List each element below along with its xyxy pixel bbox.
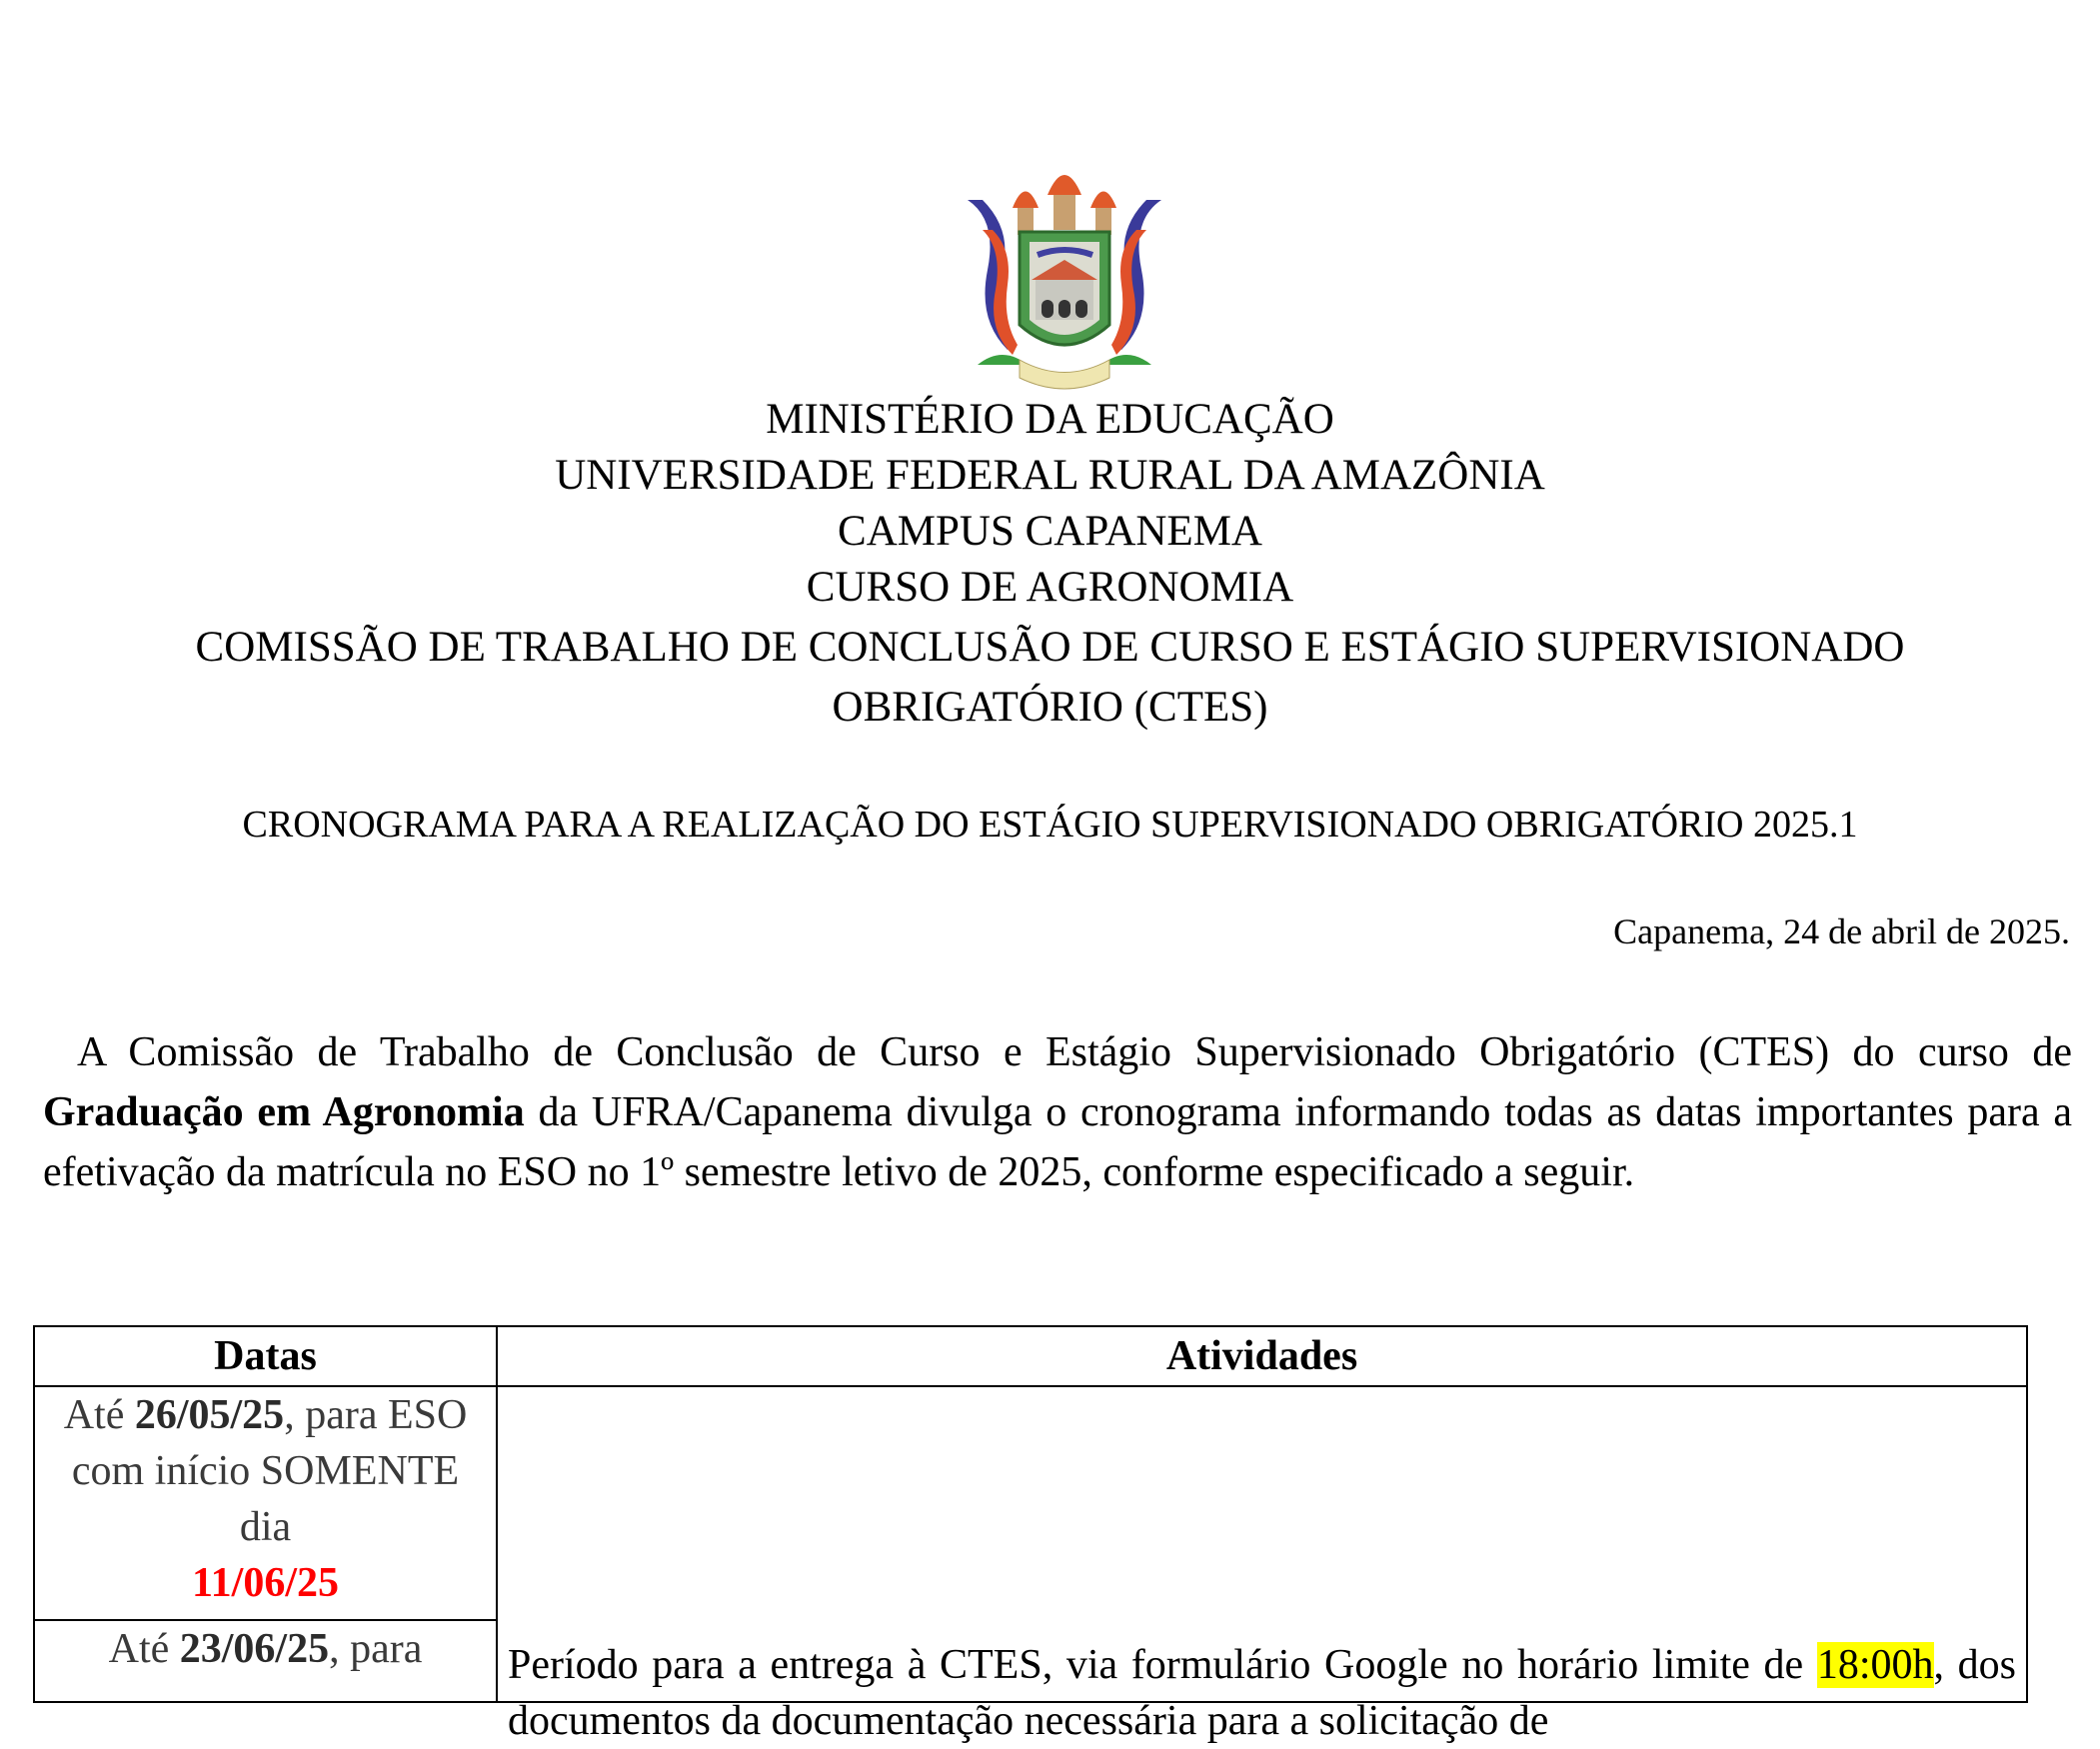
date-deadline: 26/05/25: [134, 1392, 285, 1438]
ufra-coat-of-arms-icon: [958, 160, 1171, 390]
date-cell: [34, 1620, 497, 1702]
date-deadline: 23/06/25: [179, 1626, 330, 1672]
date-prefix: Até: [108, 1626, 180, 1672]
intro-text-1: A Comissão de Trabalho de Conclusão de Curso e Estágio Supervisionado Obrigatório (CTES) do curso de: [77, 1029, 2072, 1075]
intro-text-2: da UFRA/Capanema divulga o cronograma informando todas as datas importantes para a efetivação da matrícula no ESO no 1º semestre letivo de 2025, conforme especificado a seguir.: [43, 1089, 2072, 1195]
activity-text: Período para a entrega à CTES, via formulário Google no horário limite de: [508, 1642, 1817, 1688]
schedule-table: [33, 1325, 2028, 1744]
column-header-dates: Datas: [34, 1326, 497, 1386]
activity-text-cont: , dos documentos da documentação necessária para a solicitação de: [508, 1642, 2016, 1744]
header-committee: COMISSÃO DE TRABALHO DE CONCLUSÃO DE CURSO E ESTÁGIO SUPERVISIONADO: [195, 624, 1905, 671]
start-date-red: 11/06/25: [191, 1560, 340, 1606]
header-university: UNIVERSIDADE FEDERAL RURAL DA AMAZÔNIA: [555, 452, 1545, 499]
intro-paragraph: [43, 1022, 2072, 1202]
document-title: CRONOGRAMA PARA A REALIZAÇÃO DO ESTÁGIO SUPERVISIONADO OBRIGATÓRIO 2025.1: [242, 804, 1858, 846]
date-line: Capanema, 24 de abril de 2025.: [1613, 911, 2070, 951]
header-committee-cont: OBRIGATÓRIO (CTES): [832, 684, 1268, 731]
deadline-time-highlight: 18:00h: [1816, 1642, 1934, 1688]
date-description: , para: [329, 1626, 423, 1672]
date-prefix: Até: [63, 1392, 135, 1438]
date-description: , para ESO com início SOMENTE dia: [71, 1392, 468, 1550]
activity-cell: [497, 1386, 2027, 1744]
header-ministry: MINISTÉRIO DA EDUCAÇÃO: [766, 396, 1334, 443]
column-header-activities: Atividades: [497, 1326, 2027, 1386]
intro-bold-course: Graduação em Agronomia: [43, 1089, 525, 1135]
table-row: [34, 1386, 2027, 1620]
date-cell: [34, 1386, 497, 1620]
table-header-row: [34, 1326, 2027, 1386]
header-course: CURSO DE AGRONOMIA: [806, 564, 1294, 611]
header-campus: CAMPUS CAPANEMA: [838, 508, 1262, 555]
